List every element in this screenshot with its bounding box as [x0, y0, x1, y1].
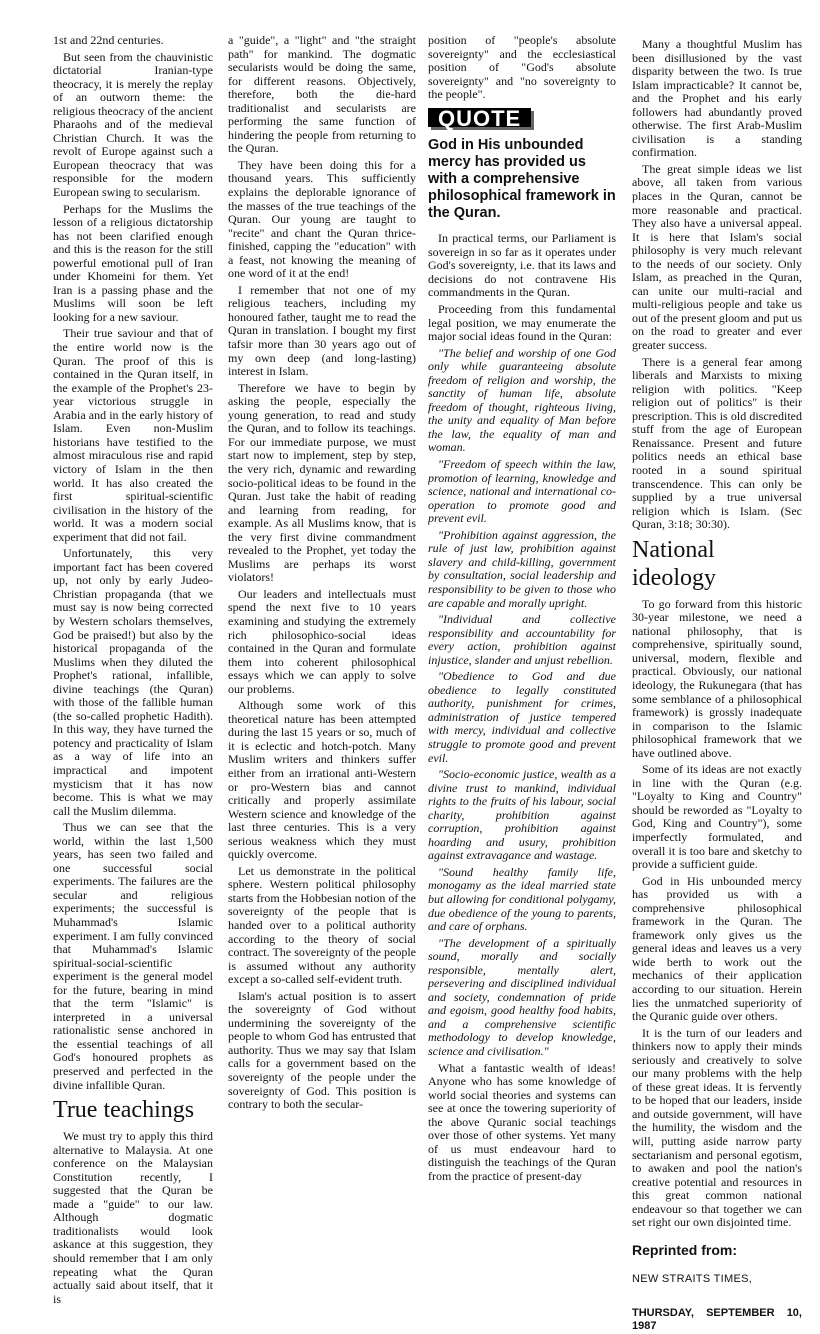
paragraph: In practical terms, our Parliament is sovereign in so far as it operates under God's sovereignty, i.e. that its laws and decisions do not contravene His commandments in the Quran.	[428, 231, 616, 300]
paragraph: Therefore we have to begin by asking the people, especially the young generation, to read and study the Quran, and to follow its teachings. For our immediate purpose, we must start now to implement, step by step, the very rich, dynamic and rewarding socio-political ideas to be found in the Quran. Just take the habit of reading and learning from reading, for example. As all Muslims know, that is the very first divine commandment revealed to the Prophet, yet today the Muslims are perhaps its worst violators!	[228, 380, 416, 585]
list-item: "Sound healthy family life, monogamy as the ideal married state but allowing for conditional polygamy, due obedience of the young to parents, and care of orphans.	[428, 864, 616, 934]
column-2	[228, 34, 416, 1115]
paragraph: Thus we can see that the world, within the last 1,500 years, has seen two failed and one successful social experiments. The failures are the secular and religious experiments; the successful is Muhammad's Islamic experiment. I am fully convinced that Muhammad's Islamic spiritual-social-scientific experiment is the general model for the future, bearing in mind that the term "Islamic" is interpreted in a universal rationalistic sense anchored in the essential teachings of all God's honoured prophets as preserved and perfected in the divine infallible Quran.	[53, 820, 213, 1092]
list-item: "The belief and worship of one God only while guaranteeing absolute freedom of religion and worship, the sanctity of human life, absolute freedom of thought, righteous living, the unity and equality of Man before the law, the equality of man and woman.	[428, 345, 616, 455]
paragraph: To go forward from this historic 30-year milestone, we need a national philosophy, that is comprehensive, spiritually sound, universal, modern, flexible and practical. Obviously, our national ideology, the Rukunegara (that has some semblance of a philosophical framework) is grossly inadequate in comparison to the Islamic philosophical framework that we have outlined above.	[632, 596, 802, 760]
section-heading-true-teachings: True teachings	[53, 1097, 195, 1124]
paragraph: But seen from the chauvinistic dictatorial Iranian-type theocracy, it is merely the replay of an outworn theme: the religious theocracy of the ancient Pharaohs and of the medieval Christian Church. It was the revolt of Europe against such a European theocracy that was responsible for the modern European swing to secularism.	[53, 49, 213, 200]
list-item: "The development of a spiritually sound, morally and socially responsible, mentally alert, persevering and disciplined individual and society, condemnation of pride and egoism, good healthy food habits, and a comprehensive scientific methodology to develop knowledge, science and civilisation."	[428, 935, 616, 1058]
paragraph: Our leaders and intellectuals must spend the next five to 10 years examining and studying the extremely rich philosophico-social ideas contained in the Quran and formulate them into coherent philosophical essays which we can apply to solve our problems.	[228, 586, 416, 696]
list-item: "Prohibition against aggression, the rule of just law, prohibition against slavery and child-killing, government by consultation, social leadership and responsibility to be given to those who are capable and morally upright.	[428, 527, 616, 610]
paragraph: Proceeding from this fundamental legal position, we may enumerate the major social ideas found in the Quran:	[428, 302, 616, 344]
column-3	[428, 34, 616, 1186]
column-4	[632, 38, 802, 1334]
list-item: "Individual and collective responsibility and accountability for every action, prohibition against injustice, slander and unjust rebellion.	[428, 612, 616, 667]
paragraph: Perhaps for the Muslims the lesson of a religious dictatorship has not been clarified enough and this is the reason for the still powerful emotional pull of Iran under Khomeini for them. Yet Iran is a passing phase and the Muslims will soon be left looking for a new saviour.	[53, 201, 213, 324]
paragraph: What a fantastic wealth of ideas! Anyone who has some knowledge of world social theories and systems can see at once the towering superiority of the above Quranic social teachings over those of other systems. Yet many of us must endeavour hard to distinguish the teachings of the Quran from the practice of present-day	[428, 1060, 616, 1183]
paragraph: It is the turn of our leaders and thinkers now to apply their minds seriously and creatively to solve our many problems with the help of these great ideas. It is fervently to be hoped that our leaders, inside and outside government, will have the humility, the wisdom and the will, putting aside narrow party sectarianism and personal egotism, to awaken and pool the nation's creative potential and resources in this great common national endeavour so that together we can set right our own disjointed time.	[632, 1025, 802, 1230]
paragraph: Let us demonstrate in the political sphere. Western political philosophy starts from the Hobbesian notion of the sovereignty of the people that is handed over to a political authority according to the theory of social contract. The sovereignty of the people is assumed without any authority except a so-called self-evident truth.	[228, 863, 416, 987]
paragraph: a "guide", a "light" and "the straight path" for mankind. The dogmatic secularists would be doing the same, for different reasons. Objectively, therefore, both the die-hard traditionalist and secularists are performing the same function of hindering the people from returning to the Quran.	[228, 34, 416, 156]
paragraph: Unfortunately, this very important fact has been covered up, not only by early Judeo-Christian propaganda (that we must say is now being corrected by Western scholars themselves, God be praised!) but also by the historical propaganda of the Muslims when they diluted the Prophet's rational, infallible, divine teachings (the Quran) with those of the fallible human (the so-called prophetic Hadith). In this way, they have turned the potency and practicality of Islam as a way of life into an impractical and impotent mysticism that it has now become. This is what we may call the Muslim dilemma.	[53, 546, 213, 818]
pull-quote	[428, 105, 616, 223]
list-item: "Socio-economic justice, wealth as a divine trust to mankind, individual rights to the fruits of his labour, social charity, prohibition against corruption, prohibition against hoarding and usury, prohibition against extravagance and wastage.	[428, 767, 616, 863]
column-1	[53, 34, 213, 1309]
paragraph: They have been doing this for a thousand years. This sufficiently explains the deplorable ignorance of the masses of the true teachings of the Quran. Our young are taught to "recite" and chant the Quran thrice-finished, capping the "education" with a feast, not knowing the meaning of one word of it at the end!	[228, 157, 416, 281]
reprint-label: Reprinted from:	[632, 1241, 737, 1258]
list-item: "Freedom of speech within the law, promotion of learning, knowledge and science, national and international co-operation to promote good and prevent evil.	[428, 457, 616, 526]
paragraph: There is a general fear among liberals and Marxists to mixing religion with politics. "Keep religion out of politics" is their prescription. This is old discredited stuff from the age of European Renaissance. Present and future politics needs an ethical base rooted in a sound spiritual transcendence. This can only be supplied by a true universal religion which is Islam. (Sec Quran, 3:18; 30:30).	[632, 354, 802, 532]
quote-label: QUOTE	[428, 108, 531, 128]
publication-date: THURSDAY, SEPTEMBER 10, 1987	[632, 1306, 802, 1333]
paragraph: The great simple ideas we list above, all taken from various places in the Quran, cannot be more reasonable and practical. They also have a universal appeal. It is here that Islam's social philosophy is very much relevant to the needs of our society. Only Islam, as preached in the Quran, can unite our multi-racial and multi-religious people and take us out of the present gloom and put us on the road to greater and ever greater success.	[632, 161, 802, 353]
paragraph: God in His unbounded mercy has provided us with a comprehensive philosophical framework in the Quran. The framework only gives us the general ideas and leaves us a very wide berth to work out the mechanics of their application according to our situation. Herein lies the unmatched superiority of the Quranic guide over others.	[632, 873, 802, 1024]
list-item: "Obedience to God and due obedience to legally constituted authority, punishment for crimes, administration of justice tempered with mercy, individual and collective struggle to promote good and prevent evil.	[428, 669, 616, 765]
paragraph: position of "people's absolute sovereignty" and the ecclesiastical position of "God's absolute sovereignty" and "no sovereignty to the people".	[428, 34, 616, 102]
paragraph: Many a thoughtful Muslim has been disillusioned by the vast disparity between the two. Is true Islam impracticable? It cannot be, and the Prophet and his early followers had abundantly proved otherwise. The first Arab-Muslim civilisation is a standing confirmation.	[632, 38, 802, 160]
section-heading-national-ideology: National ideology	[632, 536, 716, 591]
pull-quote-text: God in His unbounded mercy has provided us with a comprehensive philosophical framework in the Quran.	[428, 137, 616, 222]
paragraph: I remember that not one of my religious teachers, including my honoured father, taught me to read the Quran in translation. I bought my first tafsir more than 30 years ago out of my own deep (and long-lasting) interest in Islam.	[228, 282, 416, 379]
paragraph: 1st and 22nd centuries.	[53, 34, 164, 47]
paragraph: Some of its ideas are not exactly in line with the Quran (e.g. "Loyalty to King and Country" should be reworded as "Loyalty to God, King and Country"), some imperfectly formulated, and overall it is too bare and sketchy to provide a sufficient guide.	[632, 762, 802, 872]
paragraph: We must try to apply this third alternative to Malaysia. At one conference on the Malaysian Constitution recently, I suggested that the Quran be made a "guide" to our law. Although dogmatic traditionalists would look askance at this suggestion, they should remember that I am only repeating what the Quran actually said about itself, that it is	[53, 1129, 213, 1306]
paragraph: Islam's actual position is to assert the sovereignty of God without undermining the sovereignty of the people to whom God has entrusted that authority. Thus we may say that Islam calls for a government based on the sovereignty of the people under the sovereignty of God. This position is contrary to both the secular-	[228, 988, 416, 1112]
source-publication: NEW STRAITS TIMES,	[632, 1273, 753, 1286]
paragraph: Their true saviour and that of the entire world now is the Quran. The proof of this is contained in the Quran itself, in the example of the Prophet's 23-year victorious struggle in Arabia and in the early history of Islam. Even non-Muslim historians have testified to the almost miraculous rise and rapid victory of Islam in the then world. It has also created the first spiritual-scientific civilisation in the history of the world. It was a modern social experiment that did not fail.	[53, 326, 213, 544]
paragraph: Although some work of this theoretical nature has been attempted during the last 15 years or so, much of it is eclectic and hotch-potch. Many Muslim writers and thinkers suffer either from an irrational anti-Western or pro-Western bias and cannot critically and properly assimilate Western science and knowledge of the last three centuries. This is a very serious weakness which they must quickly overcome.	[228, 698, 416, 862]
